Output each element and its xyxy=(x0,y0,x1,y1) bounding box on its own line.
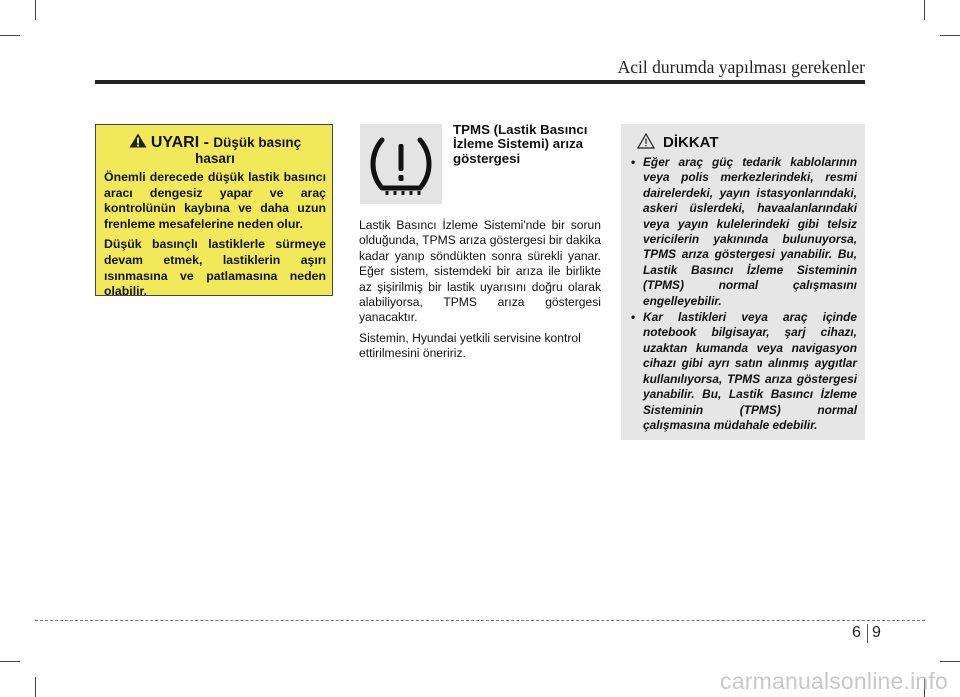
caution-heading xyxy=(631,133,857,151)
warning-heading xyxy=(104,133,326,166)
warning-label: UYARI - xyxy=(150,134,214,151)
footer-rule xyxy=(35,620,925,621)
caution-list xyxy=(631,155,857,433)
warning-subtitle-cont: hasarı xyxy=(195,151,235,166)
crop-mark xyxy=(35,0,36,20)
tpms-heading-line: İzleme Sistemi) arıza xyxy=(453,136,584,152)
page-number: 9 xyxy=(872,624,881,641)
caution-title: DİKKAT xyxy=(663,134,719,151)
tpms-body xyxy=(359,218,601,367)
crop-mark xyxy=(924,0,925,20)
chapter-number: 6 xyxy=(852,624,861,641)
tpms-paragraph: Lastik Basıncı İzleme Sistemi'nde bir sorun olduğunda, TPMS arıza göstergesi bir dakika kadar yanıp söndükten sonra sürekli yanar. Eğer sistem, sistemdeki bir arıza ile birlikte az şişirilmiş bir lastik uyarısını doğru olarak alabiliyorsa, TPMS arıza göstergesi yanacaktır. xyxy=(359,218,601,325)
header-rule xyxy=(95,80,865,84)
tpms-heading-line: TPMS (Lastik Basıncı xyxy=(453,122,588,137)
warning-paragraph: Önemli derecede düşük lastik basıncı aracı dengesiz yapar ve araç kontrolünün kaybına ve daha uzun frenleme mesafelerine neden olur. xyxy=(104,170,326,231)
caution-box xyxy=(621,124,865,440)
crop-mark xyxy=(0,35,20,36)
watermark: carmanualsonline.info xyxy=(720,668,948,694)
warning-triangle-icon xyxy=(129,133,147,151)
warning-box xyxy=(95,124,333,299)
tpms-heading xyxy=(453,123,608,166)
warning-paragraph: Düşük basınçlı lastiklerle sürmeye devam etmek, lastiklerin aşırı ısınmasına ve patlamasına neden olabilir. xyxy=(104,237,326,299)
warning-subtitle: Düşük basınç xyxy=(213,135,302,150)
tpms-heading-line: göstergesi xyxy=(453,150,521,166)
caution-triangle-icon xyxy=(637,133,655,149)
page-number-separator xyxy=(867,624,868,643)
caution-item: • Eğer araç güç tedarik kablolarının veya polis merkezlerindeki, resmi dairelerdeki, yayın istasyonlarındaki, askeri üslerdeki, havaalanlarındaki veya yayın kulelerindeki gibi telsiz vericilerin yakınında bulunuyorsa, TPMS arıza göstergesi yanabilir. Bu, Lastik Basıncı İzleme Sisteminin (TPMS) normal çalışmasını engelleyebilir. xyxy=(631,155,857,309)
crop-mark xyxy=(940,35,960,36)
tpms-warning-icon xyxy=(360,124,442,204)
caution-item: • Kar lastikleri veya araç içinde notebook bilgisayar, şarj cihazı, uzaktan kumanda veya navigasyon cihazı gibi ayrı satın alınmış aygıtlar kullanılıyorsa, TPMS arıza göstergesi yanabilir. Bu, Lastik Basıncı İzleme Sisteminin (TPMS) normal çalışmasına müdahale edebilir. xyxy=(631,310,857,433)
crop-mark xyxy=(35,677,36,697)
crop-mark xyxy=(940,661,960,662)
chapter-title: Acil durumda yapılması gerekenler xyxy=(617,57,865,77)
tpms-paragraph: Sistemin, Hyundai yetkili servisine kontrol ettirilmesini öneririz. xyxy=(359,330,581,361)
crop-mark xyxy=(0,661,20,662)
